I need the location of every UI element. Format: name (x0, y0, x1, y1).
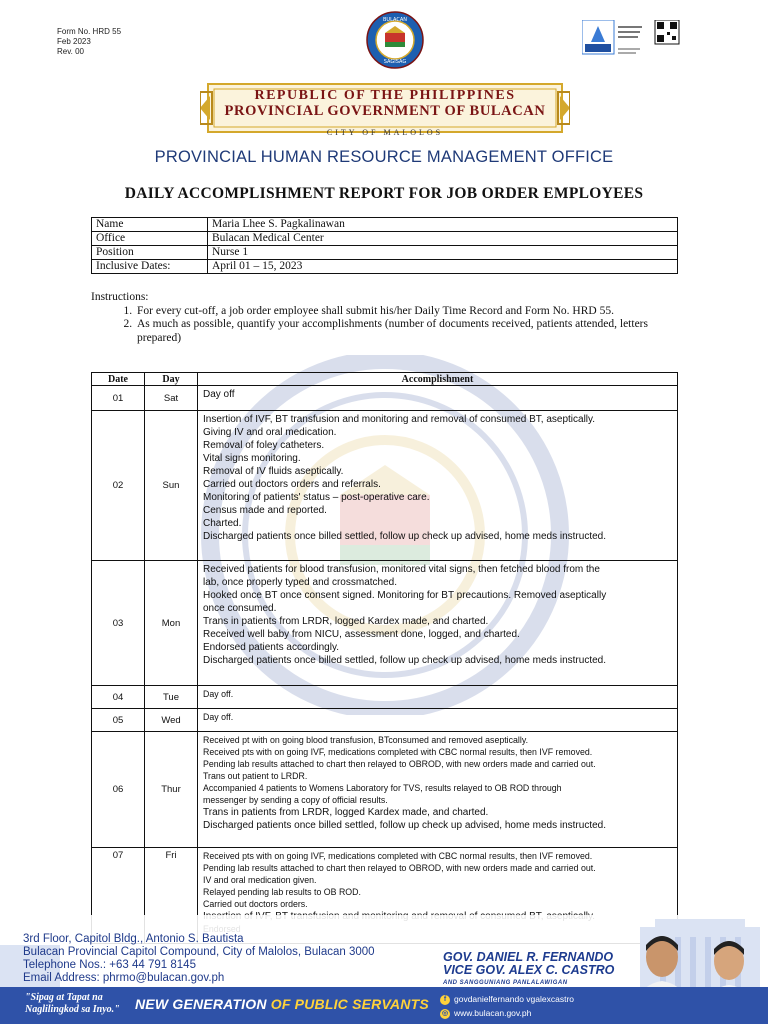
row-day: Mon (145, 561, 198, 686)
tagline-part-1: NEW GENERATION (135, 996, 267, 1012)
social-links (440, 992, 574, 1020)
row-date: 07 (92, 848, 145, 944)
accomplishment-line: Charted. (203, 518, 242, 529)
instruction-item: 1. For every cut-off, a job order employee shall submit his/her Daily Time Record and Form No. HRD 55. (135, 305, 681, 319)
info-value: Bulacan Medical Center (208, 232, 678, 246)
accomplishment-line: Received pts with on going IVF, medications completed with CBC normal results, then IVF removed. (203, 851, 593, 861)
report-title: DAILY ACCOMPLISHMENT REPORT FOR JOB ORDER EMPLOYEES (124, 185, 644, 202)
info-row-position (92, 246, 678, 260)
facebook-handles: govdanielfernando vgalexcastro (454, 994, 575, 1004)
slogan-line-2: Naglilingkod sa Inyo." (25, 1004, 120, 1015)
accomplishment-line: Removal of IV fluids aseptically. (203, 466, 344, 477)
slogan-line-1: "Sipag at Tapat na (25, 992, 103, 1003)
column-header-accomplishment: Accomplishment (198, 373, 678, 386)
table-row (92, 411, 678, 561)
info-row-office (92, 232, 678, 246)
row-date: 02 (92, 411, 145, 561)
info-value: Nurse 1 (208, 246, 678, 260)
row-day: Thur (145, 732, 198, 848)
provincial-government-heading: PROVINCIAL GOVERNMENT OF BULACAN (224, 103, 546, 119)
address-line-2: Bulacan Provincial Capitol Compound, City of Malolos, Bulacan 3000 (23, 946, 375, 958)
accomplishment-line: Discharged patients once billed settled, follow up check up advised, home meds instructed. (203, 531, 607, 542)
info-label: Inclusive Dates: (92, 260, 208, 274)
accomplishment-line: Carried out doctors orders. (203, 899, 308, 909)
accomplishment-line: Monitoring of patients' status – post-operative care. (203, 492, 430, 503)
accomplishment-line: Carried out doctors orders and referrals. (203, 479, 381, 490)
svg-text:BULACAN: BULACAN (383, 17, 407, 23)
row-accomplishment (198, 386, 678, 411)
row-accomplishment (198, 709, 678, 732)
info-label: Office (92, 232, 208, 246)
facebook-icon: f (440, 995, 450, 1005)
form-revision: Rev. 00 (57, 47, 84, 56)
accomplishment-table (91, 372, 678, 944)
info-row-name (92, 218, 678, 232)
accomplishment-line: Relayed pending lab results to OB ROD. (203, 887, 361, 897)
accomplishment-line: Pending lab results attached to chart then relayed to OBROD, with new orders made and carried out. (203, 863, 596, 873)
email-address: Email Address: phrmo@bulacan.gov.ph (23, 972, 225, 984)
instructions-heading: Instructions: (91, 291, 149, 303)
accomplishment-line: Received well baby from NICU, assessment done, logged, and charted. (203, 629, 520, 640)
info-label: Name (92, 218, 208, 232)
table-row (92, 709, 678, 732)
header-banner (200, 78, 570, 137)
accomplishment-line: Received patients for blood transfusion, monitored vital signs, then fetched blood from the (203, 564, 600, 575)
instruction-item: 2. As much as possible, quantify your accomplishments (number of documents received, patients attended, letters prepared) (135, 318, 681, 345)
vice-governor-name: VICE GOV. ALEX C. CASTRO (443, 963, 615, 977)
telephone: Telephone Nos.: +63 44 791 8145 (23, 959, 196, 971)
accomplishment-line: Discharged patients once billed settled, follow up check up advised, home meds instructed. (203, 655, 607, 666)
accomplishment-line: IV and oral medication given. (203, 875, 317, 885)
slogan (25, 992, 120, 1016)
accomplishment-line: once consumed. (203, 603, 277, 614)
form-date: Feb 2023 (57, 37, 91, 46)
row-accomplishment (198, 732, 678, 848)
new-generation-tagline (135, 996, 429, 1012)
provincial-board-name: AND SANGGUNIANG PANLALAWIGAN (443, 980, 568, 986)
row-date: 06 (92, 732, 145, 848)
accomplishment-line: Received pt with on going blood transfusion, BTconsumed and removed aseptically. (203, 735, 529, 745)
info-value: April 01 – 15, 2023 (208, 260, 678, 274)
accomplishment-line: Insertion of IVF, BT transfusion and monitoring and removal of consumed BT, aseptically. (203, 414, 596, 425)
iso-certification-logo (582, 20, 682, 64)
info-label: Position (92, 246, 208, 260)
footer-slogan-strip (0, 987, 768, 1024)
officials-block (443, 951, 614, 977)
page-footer (0, 915, 768, 1024)
column-header-day: Day (145, 373, 198, 386)
office-address (23, 933, 375, 985)
accomplishment-line: Hooked once BT once consent signed. Monitoring for BT precautions. Removed aseptically (203, 590, 607, 601)
republic-heading: REPUBLIC OF THE PHILIPPINES (254, 88, 516, 103)
accomplishment-line: Vital signs monitoring. (203, 453, 301, 464)
form-number-block (57, 27, 121, 57)
accomplishment-line: messenger by sending a copy of official results. (203, 795, 388, 805)
info-value: Maria Lhee S. Pagkalinawan (208, 218, 678, 232)
accomplishment-line: Pending lab results attached to chart then relayed to OBROD, with new orders made and carried out. (203, 759, 596, 769)
accomplishment-line: Discharged patients once billed settled, follow up check up advised, home meds instructed. (203, 820, 607, 831)
table-header-row (92, 373, 678, 386)
row-day: Sat (145, 386, 198, 411)
column-header-date: Date (92, 373, 145, 386)
accomplishment-line: Trans in patients from LRDR, logged Kardex made, and charted. (203, 807, 489, 818)
accomplishment-line: Trans out patient to LRDR. (203, 771, 308, 781)
office-heading: PROVINCIAL HUMAN RESOURCE MANAGEMENT OFFICE (154, 148, 614, 166)
accomplishment-line: Accompanied 4 patients to Womens Laboratory for TVS, results relayed to OB ROD through (203, 783, 562, 793)
accomplishment-line: Day off. (203, 712, 234, 722)
form-number: Form No. HRD 55 (57, 27, 122, 36)
website-url: www.bulacan.gov.ph (454, 1008, 532, 1018)
row-date: 05 (92, 709, 145, 732)
address-line-1: 3rd Floor, Capitol Bldg., Antonio S. Bautista (23, 933, 244, 945)
table-row (92, 386, 678, 411)
accomplishment-line: Endorsed patients accordingly. (203, 642, 340, 653)
accomplishment-line: Day off (203, 389, 235, 400)
accomplishment-line: Giving IV and oral medication. (203, 427, 337, 438)
row-date: 01 (92, 386, 145, 411)
accomplishment-line: Trans in patients from LRDR, logged Kardex made, and charted. (203, 616, 489, 627)
tagline-part-2: OF PUBLIC SERVANTS (270, 996, 429, 1012)
row-date: 03 (92, 561, 145, 686)
table-row (92, 561, 678, 686)
accomplishment-line: Received pts with on going IVF, medications completed with CBC normal results, then IVF removed. (203, 747, 593, 757)
accomplishment-line: Removal of foley catheters. (203, 440, 325, 451)
row-day: Tue (145, 686, 198, 709)
row-day: Wed (145, 709, 198, 732)
row-accomplishment (198, 686, 678, 709)
svg-text:SAGISAG: SAGISAG (383, 59, 407, 65)
bulacan-seal-logo (366, 11, 424, 69)
info-row-dates (92, 260, 678, 274)
table-row (92, 686, 678, 709)
accomplishment-line: lab, once properly typed and crossmatched. (203, 577, 397, 588)
row-accomplishment (198, 411, 678, 561)
row-day: Sun (145, 411, 198, 561)
employee-info-table (91, 217, 678, 274)
accomplishment-line: Day off. (203, 689, 234, 699)
row-accomplishment (198, 561, 678, 686)
accomplishment-line: Census made and reported. (203, 505, 327, 516)
city-heading: CITY OF MALOLOS (326, 128, 444, 137)
table-row (92, 732, 678, 848)
row-day: Fri (145, 848, 198, 944)
governor-name: GOV. DANIEL R. FERNANDO (443, 950, 614, 964)
globe-icon: ◎ (441, 1009, 449, 1017)
row-date: 04 (92, 686, 145, 709)
instructions (91, 291, 681, 345)
